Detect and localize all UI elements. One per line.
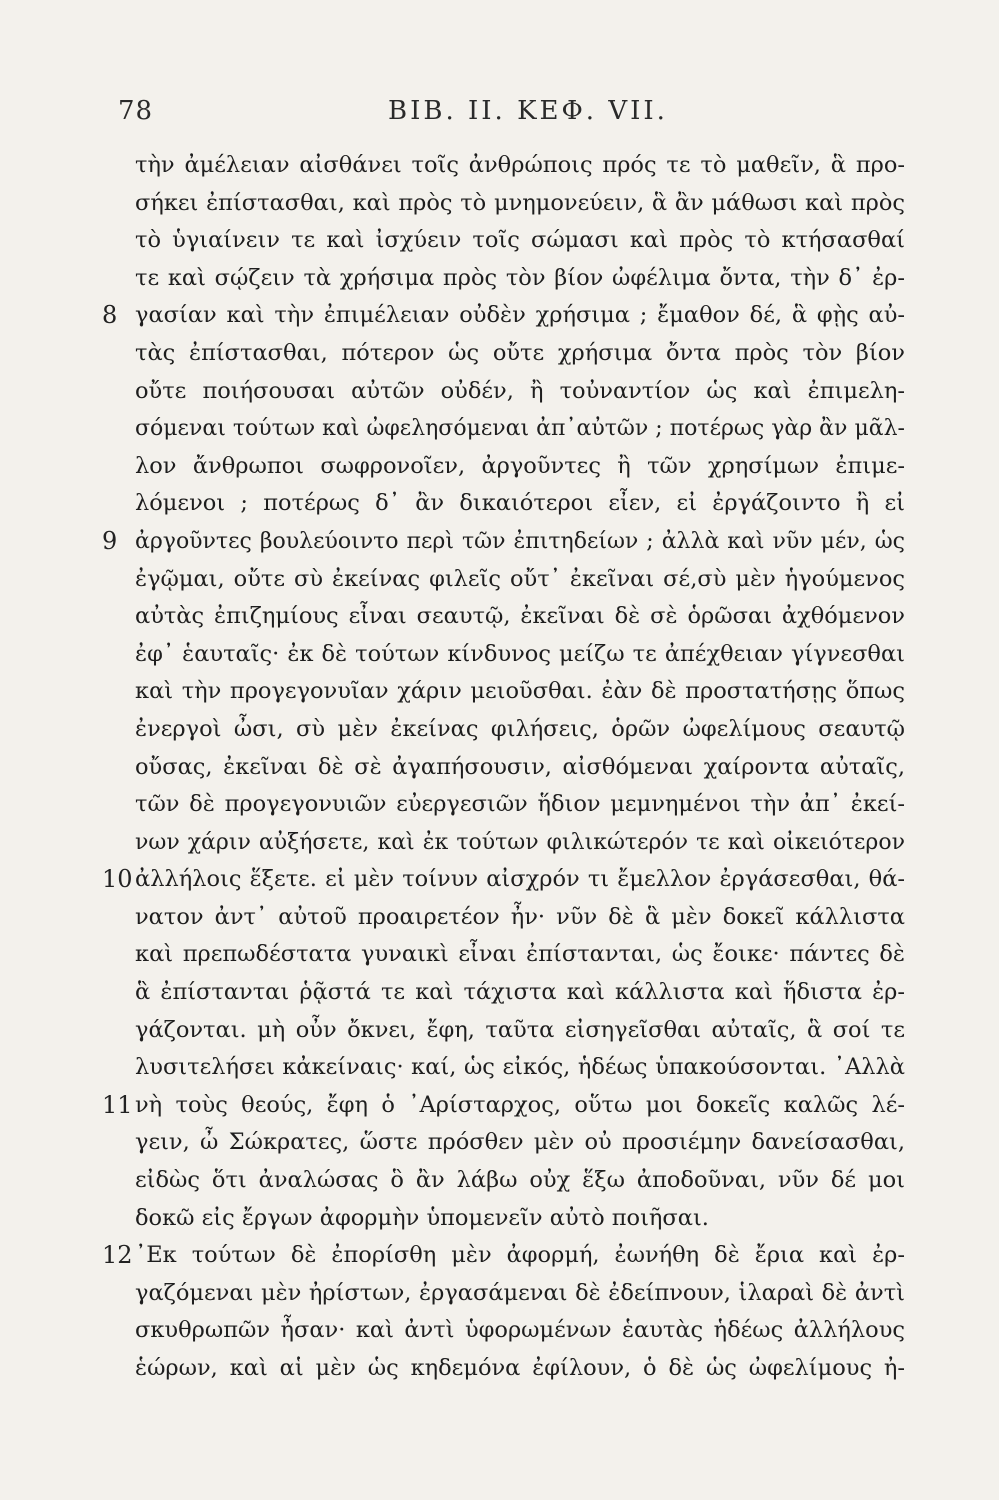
text-line bbox=[0, 185, 999, 223]
line-text: σόμεναι τούτων καὶ ὠφελησόμεναι ἀπ᾽αὐτῶν ; ποτέρως γὰρ ἂν μᾶλ- bbox=[135, 416, 905, 442]
text-line bbox=[0, 786, 999, 824]
line-text: τὸ ὑγιαίνειν τε καὶ ἰσχύειν τοῖς σώμασι καὶ πρὸς τὸ κτήσασθαί bbox=[135, 227, 905, 254]
text-line bbox=[0, 297, 999, 335]
line-text: νων χάριν αὐξήσετε, καὶ ἐκ τούτων φιλικώτερόν τε καὶ οἰκειότερον bbox=[135, 829, 905, 855]
text-line bbox=[0, 561, 999, 599]
text-line bbox=[0, 673, 999, 711]
text-line bbox=[0, 1237, 999, 1275]
text-line bbox=[0, 1200, 999, 1238]
line-text: λόμενοι ; ποτέρως δ᾽ ἂν δικαιότεροι εἶεν, εἰ ἐργάζοιντο ἢ εἰ bbox=[135, 490, 905, 517]
line-text: αὐτὰς ἐπιζημίους εἶναι σεαυτῷ, ἐκεῖναι δὲ σὲ ὁρῶσαι ἀχθόμενον bbox=[135, 603, 905, 630]
line-text: ἑώρων, καὶ αἱ μὲν ὡς κηδεμόνα ἐφίλουν, ὁ δὲ ὡς ὠφελίμους ἠ- bbox=[135, 1355, 905, 1381]
text-line bbox=[0, 974, 999, 1012]
text-line bbox=[0, 335, 999, 373]
text-line bbox=[0, 523, 999, 561]
line-text: σήκει ἐπίστασθαι, καὶ πρὸς τὸ μνημονεύειν, ἃ ἂν μάθωσι καὶ πρὸς bbox=[135, 189, 905, 216]
section-number: 8 bbox=[102, 301, 118, 330]
text-line bbox=[0, 1275, 999, 1313]
text-line bbox=[0, 1312, 999, 1350]
section-number: 12 bbox=[102, 1241, 133, 1270]
text-line bbox=[0, 899, 999, 937]
line-text: λον ἄνθρωποι σωφρονοῖεν, ἀργοῦντες ἢ τῶν χρησίμων ἐπιμε- bbox=[135, 452, 905, 479]
section-number: 10 bbox=[102, 865, 133, 894]
text-line bbox=[0, 1087, 999, 1125]
line-text: ἃ ἐπίστανται ῥᾷστά τε καὶ τάχιστα καὶ κάλλιστα καὶ ἥδιστα ἐρ- bbox=[135, 979, 905, 1006]
text-line bbox=[0, 147, 999, 185]
text-line bbox=[0, 1049, 999, 1087]
running-head: ΒΙΒ. ΙΙ. ΚΕΦ. VII. bbox=[388, 96, 668, 126]
line-text: οὔσας, ἐκεῖναι δὲ σὲ ἀγαπήσουσιν, αἰσθόμεναι χαίροντα αὐταῖς, bbox=[135, 753, 905, 780]
line-text: γαζόμεναι μὲν ἠρίστων, ἐργασάμεναι δὲ ἐδείπνουν, ἱλαραὶ δὲ ἀντὶ bbox=[135, 1279, 905, 1306]
line-text: λυσιτελήσει κἀκείναις· καί, ὡς εἰκός, ἡδέως ὑπακούσονται. ᾽Αλλὰ bbox=[135, 1054, 905, 1081]
text-line bbox=[0, 485, 999, 523]
text-line bbox=[0, 1124, 999, 1162]
section-number: 9 bbox=[102, 526, 118, 555]
line-text: γειν, ὦ Σώκρατες, ὥστε πρόσθεν μὲν οὐ προσιέμην δανείσασθαι, bbox=[135, 1129, 905, 1156]
text-line bbox=[0, 711, 999, 749]
body-text bbox=[0, 147, 999, 1388]
line-text: καὶ τὴν προγεγονυῖαν χάριν μειοῦσθαι. ἐὰν δὲ προστατήσῃς ὅπως bbox=[135, 678, 905, 705]
line-text: ἐγῷμαι, οὔτε σὺ ἐκείνας φιλεῖς οὔτ᾽ ἐκεῖναι σέ,σὺ μὲν ἡγούμενος bbox=[135, 565, 905, 592]
line-text: οὔτε ποιήσουσαι αὐτῶν οὐδέν, ἢ τοὐναντίον ὡς καὶ ἐπιμελη- bbox=[135, 377, 905, 404]
line-text: ἐφ᾽ ἑαυταῖς· ἐκ δὲ τούτων κίνδυνος μείζω τε ἀπέχθειαν γίγνεσθαι bbox=[135, 640, 905, 667]
text-line bbox=[0, 636, 999, 674]
text-line bbox=[0, 861, 999, 899]
line-text: τε καὶ σῴζειν τὰ χρήσιμα πρὸς τὸν βίον ὠφέλιμα ὄντα, τὴν δ᾽ ἐρ- bbox=[135, 264, 905, 291]
text-line bbox=[0, 222, 999, 260]
line-text: γασίαν καὶ τὴν ἐπιμέλειαν οὐδὲν χρήσιμα ; ἔμαθον δέ, ἃ φῂς αὐ- bbox=[135, 302, 905, 329]
text-line bbox=[0, 1012, 999, 1050]
text-line bbox=[0, 448, 999, 486]
text-line bbox=[0, 260, 999, 298]
line-text: τὴν ἀμέλειαν αἰσθάνει τοῖς ἀνθρώποις πρός τε τὸ μαθεῖν, ἃ προ- bbox=[135, 152, 905, 178]
line-text: ἀλλήλοις ἕξετε. εἰ μὲν τοίνυν αἰσχρόν τι ἔμελλον ἐργάσεσθαι, θά- bbox=[135, 866, 905, 893]
section-number: 11 bbox=[102, 1090, 133, 1119]
line-text: δοκῶ εἰς ἔργων ἀφορμὴν ὑπομενεῖν αὐτὸ ποιῆσαι. bbox=[135, 1204, 709, 1231]
line-text: ἀργοῦντες βουλεύοιντο περὶ τῶν ἐπιτηδείων ; ἀλλὰ καὶ νῦν μέν, ὡς bbox=[135, 528, 905, 554]
line-text: νὴ τοὺς θεούς, ἔφη ὁ ᾽Αρίσταρχος, οὕτω μοι δοκεῖς καλῶς λέ- bbox=[135, 1091, 905, 1118]
text-line bbox=[0, 936, 999, 974]
page-header bbox=[118, 96, 908, 136]
line-text: σκυθρωπῶν ἦσαν· καὶ ἀντὶ ὑφορωμένων ἑαυτὰς ἡδέως ἀλλήλους bbox=[135, 1317, 905, 1344]
text-line bbox=[0, 824, 999, 862]
line-text: ἐνεργοὶ ὦσι, σὺ μὲν ἐκείνας φιλήσεις, ὁρῶν ὠφελίμους σεαυτῷ bbox=[135, 715, 905, 742]
line-text: τὰς ἐπίστασθαι, πότερον ὡς οὔτε χρήσιμα ὄντα πρὸς τὸν βίον bbox=[135, 339, 905, 366]
text-line bbox=[0, 1350, 999, 1388]
text-line bbox=[0, 373, 999, 411]
line-text: νατον ἀντ᾽ αὐτοῦ προαιρετέον ἦν· νῦν δὲ ἃ μὲν δοκεῖ κάλλιστα bbox=[135, 903, 905, 930]
line-text: ᾽Εκ τούτων δὲ ἐπορίσθη μὲν ἀφορμή, ἐωνήθη δὲ ἔρια καὶ ἐρ- bbox=[135, 1242, 905, 1269]
line-text: τῶν δὲ προγεγονυιῶν εὐεργεσιῶν ἥδιον μεμνημένοι τὴν ἀπ᾽ ἐκεί- bbox=[135, 791, 905, 818]
line-text: καὶ πρεπωδέστατα γυναικὶ εἶναι ἐπίστανται, ὡς ἔοικε· πάντες δὲ bbox=[135, 941, 905, 968]
text-line bbox=[0, 1162, 999, 1200]
text-line bbox=[0, 749, 999, 787]
line-text: εἰδὼς ὅτι ἀναλώσας ὃ ἂν λάβω οὐχ ἕξω ἀποδοῦναι, νῦν δέ μοι bbox=[135, 1167, 905, 1194]
page-number: 78 bbox=[118, 96, 154, 126]
line-text: γάζονται. μὴ οὖν ὄκνει, ἔφη, ταῦτα εἰσηγεῖσθαι αὐταῖς, ἃ σοί τε bbox=[135, 1016, 905, 1043]
text-line bbox=[0, 410, 999, 448]
text-line bbox=[0, 598, 999, 636]
